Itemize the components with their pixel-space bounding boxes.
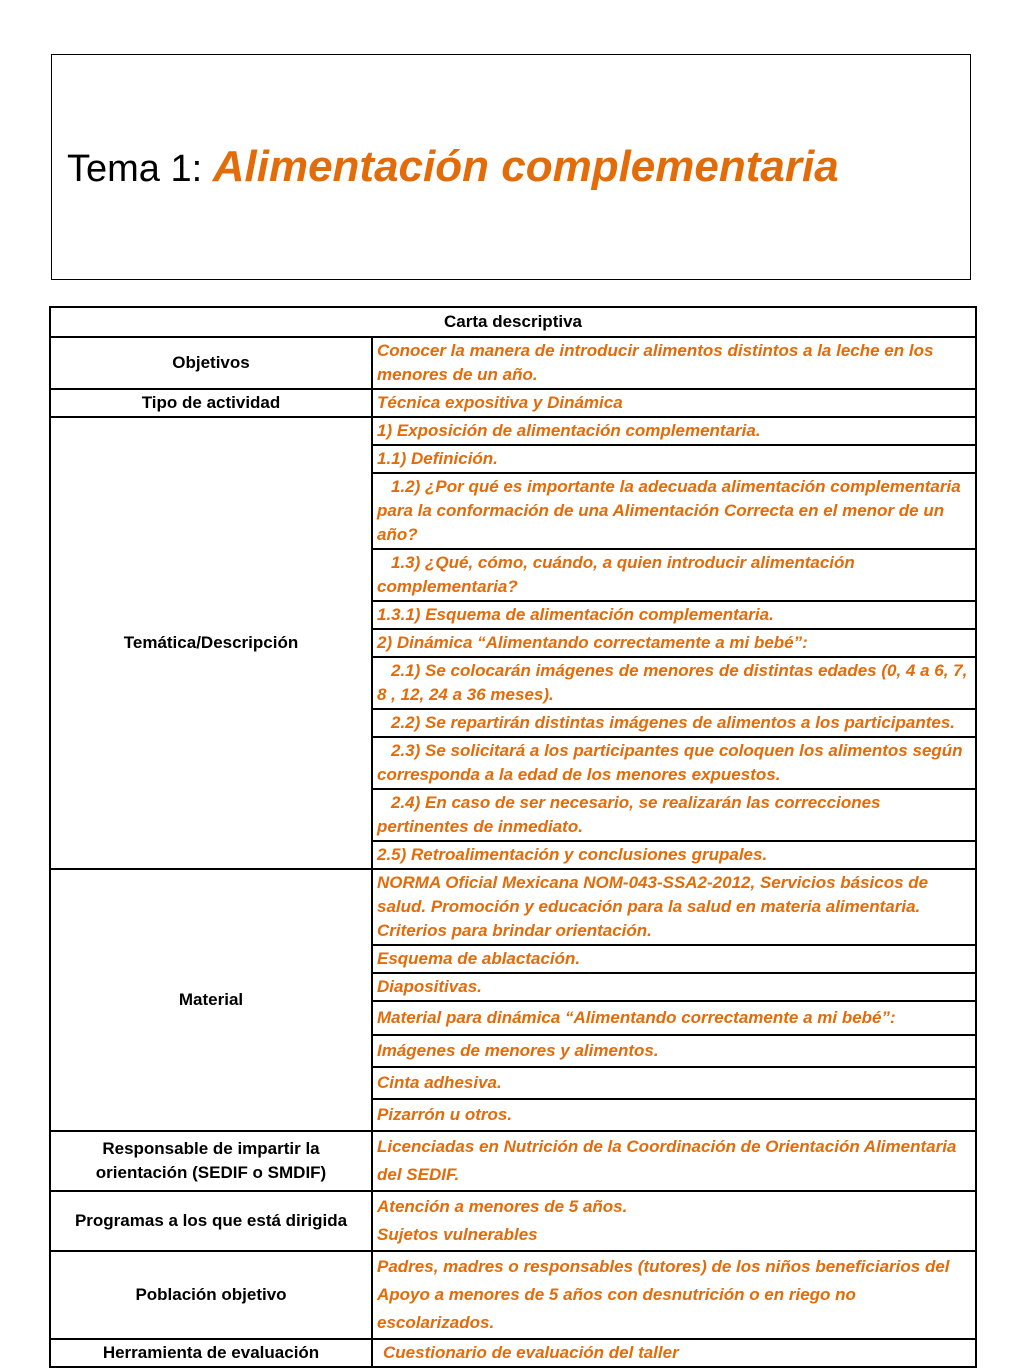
poblacion-label: Población objetivo: [50, 1251, 372, 1339]
material-label: Material: [50, 869, 372, 1131]
responsable-label: Responsable de impartir la orientación (SEDIF o SMDIF): [50, 1131, 372, 1191]
tematica-item-2-2-text: 2.2) Se repartirán distintas imágenes de alimentos a los participantes.: [391, 713, 956, 732]
tematica-item-1-3-text: 1.3) ¿Qué, cómo, cuándo, a quien introducir alimentación complementaria?: [377, 553, 855, 596]
tematica-item-1: 1) Exposición de alimentación complementaria.: [372, 417, 976, 445]
material-item-diapositivas: Diapositivas.: [372, 973, 976, 1001]
row-tipo-actividad: [50, 389, 976, 417]
objetivos-label: Objetivos: [50, 337, 372, 389]
material-item-cinta: Cinta adhesiva.: [372, 1067, 976, 1099]
material-item-norma: NORMA Oficial Mexicana NOM-043-SSA2-2012, Servicios básicos de salud. Promoción y educación para la salud en materia alimentaria. Criterios para brindar orientación.: [372, 869, 976, 945]
material-item-esquema: Esquema de ablactación.: [372, 945, 976, 973]
programas-item: Atención a menores de 5 años.: [377, 1197, 628, 1216]
material-item-dinamica: Material para dinámica “Alimentando correctamente a mi bebé”:: [372, 1001, 976, 1035]
tematica-item-2-4-text: 2.4) En caso de ser necesario, se realizarán las correcciones pertinentes de inmediato.: [377, 793, 881, 836]
objetivos-value: Conocer la manera de introducir alimentos distintos a la leche en los menores de un año.: [372, 337, 976, 389]
tipo-actividad-value: Técnica expositiva y Dinámica: [372, 389, 976, 417]
row-objetivos: [50, 337, 976, 389]
tematica-item-2-1-text: 2.1) Se colocarán imágenes de menores de distintas edades (0, 4 a 6, 7, 8 , 12, 24 a 36 meses).: [377, 661, 968, 704]
table-header: Carta descriptiva: [50, 307, 976, 337]
material-item-imagenes: Imágenes de menores y alimentos.: [372, 1035, 976, 1067]
tematica-item-1-3: [372, 549, 976, 601]
herramienta-label: Herramienta de evaluación: [50, 1339, 372, 1367]
tematica-item-2-3-text: 2.3) Se solicitará a los participantes que coloquen los alimentos según corresponda a la edad de los menores expuestos.: [377, 741, 963, 784]
title-prefix: Tema 1:: [67, 148, 213, 190]
tematica-item-2-5: 2.5) Retroalimentación y conclusiones grupales.: [372, 841, 976, 869]
programas-value: [372, 1191, 976, 1251]
responsable-value: Licenciadas en Nutrición de la Coordinación de Orientación Alimentaria del SEDIF.: [372, 1131, 976, 1191]
carta-descriptiva-table: [49, 306, 977, 1368]
row-responsable: [50, 1131, 976, 1191]
row-herramienta: [50, 1339, 976, 1367]
row-programas: [50, 1191, 976, 1251]
title-main: Alimentación complementaria: [212, 142, 839, 191]
material-item-pizarron: Pizarrón u otros.: [372, 1099, 976, 1131]
poblacion-value: Padres, madres o responsables (tutores) de los niños beneficiarios del Apoyo a menores de 5 años con desnutrición o en riego no escolarizados.: [372, 1251, 976, 1339]
herramienta-value: Cuestionario de evaluación del taller: [372, 1339, 976, 1367]
tipo-actividad-label: Tipo de actividad: [50, 389, 372, 417]
table-header-row: [50, 307, 976, 337]
page-title: [67, 142, 839, 191]
tematica-item-1-2-text: 1.2) ¿Por qué es importante la adecuada alimentación complementaria para la conformación de una Alimentación Correcta en el menor de un año?: [377, 477, 961, 544]
tematica-item-2-3: [372, 737, 976, 789]
tematica-item-1-3-1: 1.3.1) Esquema de alimentación complementaria.: [372, 601, 976, 629]
tematica-item: [50, 417, 976, 445]
tematica-item-2: 2) Dinámica “Alimentando correctamente a mi bebé”:: [372, 629, 976, 657]
tematica-item-2-1: [372, 657, 976, 709]
material-item: [50, 869, 976, 945]
tematica-item-1-2: [372, 473, 976, 549]
row-poblacion: [50, 1251, 976, 1339]
title-box: [51, 54, 971, 280]
tematica-label: Temática/Descripción: [50, 417, 372, 869]
tematica-item-2-4: [372, 789, 976, 841]
tematica-item-2-2: [372, 709, 976, 737]
programas-label: Programas a los que está dirigida: [50, 1191, 372, 1251]
programas-item: Sujetos vulnerables: [377, 1225, 538, 1244]
tematica-item-1-1: 1.1) Definición.: [372, 445, 976, 473]
